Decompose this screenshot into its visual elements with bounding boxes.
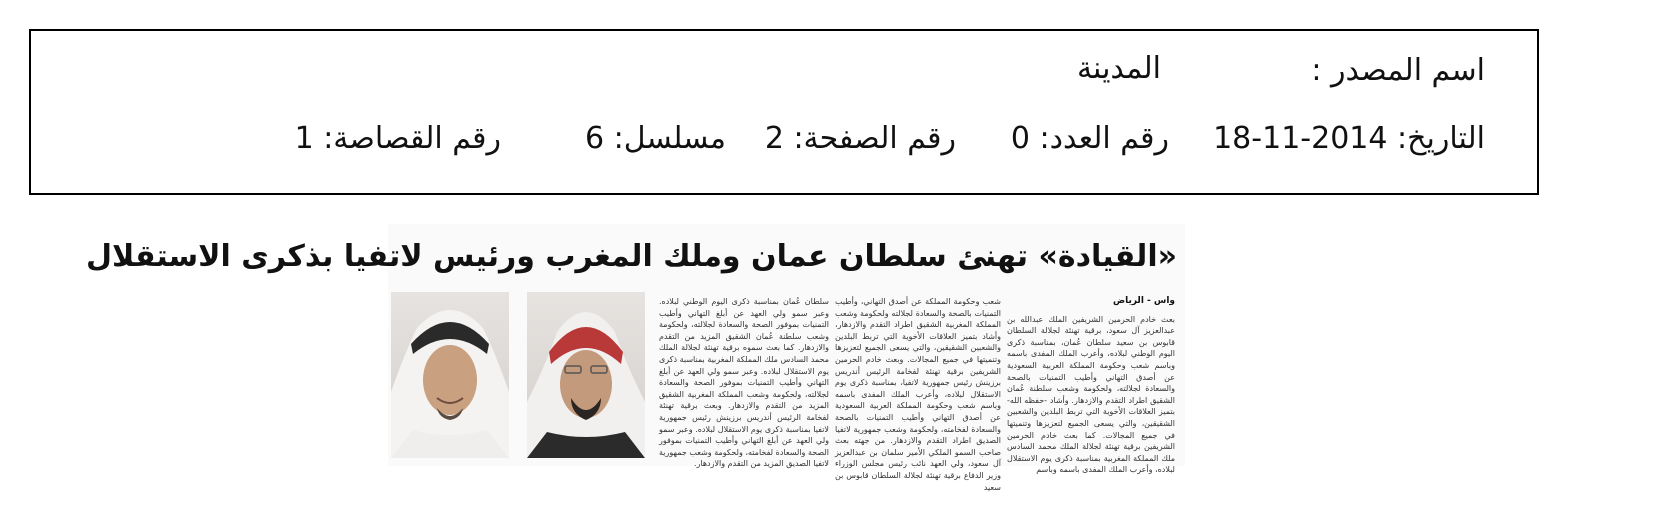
portrait-photo-king [527, 292, 645, 458]
article-column-middle-text: شعب وحكومة المملكة عن أصدق التهاني، وأطيب التمنيات بالصحة والسعادة لجلالته ولحكومة وشعب المملكة المغربية الشقيق اطراد التقدم والازدهار، وأشاد بتميز العلاقات الأخوية التي تربط البلدين والشعبين الشقيقين، والتي يسعى الجميع لتعزيزها وتنميتها في جميع المجالات. وبعث خادم الحرمين الشريفين برقية تهنئة لفخامة الرئيس أندريس برزينش رئيس جمهورية لاتفيا، بمناسبة ذكرى يوم الاستقلال لبلاده، وأعرب الملك المفدى باسمه وباسم شعب وحكومة المملكة العربية السعودية عن أصدق التهاني وأطيب التمنيات بالصحة والسعادة لفخامته، ولحكومة وشعب جمهورية لاتفيا الصديق اطراد التقدم والازدهار. من جهته بعث صاحب السمو الملكي الأمير سلمان بن عبدالعزيز آل سعود، ولي العهد نائب رئيس مجلس الوزراء وزير الدفاع برقية تهنئة لجلالة السلطان قابوس بن سعيد [835, 297, 1001, 492]
article-column-middle [835, 296, 1001, 493]
article-column-left-text: سلطان عُمان بمناسبة ذكرى اليوم الوطني لبلاده. وعبر سمو ولي العهد عن أبلغ التهاني وأطيب التمنيات بموفور الصحة والسعادة لجلالته، ولحكومة وشعب سلطنة عُمان الشقيق المزيد من التقدم والازدهار. كما بعث سموه برقية تهنئة لجلالة الملك محمد السادس ملك المملكة المغربية بمناسبة ذكرى يوم الاستقلال لبلاده. وعبر سمو ولي العهد عن أبلغ التهاني وأطيب التمنيات بموفور الصحة والسعادة لجلالته، ولحكومة وشعب المملكة المغربية الشقيق المزيد من التقدم والازدهار. وبعث برقية تهنئة لفخامة الرئيس أندريس برزينش رئيس جمهورية لاتفيا بمناسبة ذكرى يوم الاستقلال لبلاده. وعبر سمو ولي العهد عن أبلغ التهاني وأطيب التمنيات بموفور الصحة والسعادة لفخامته، ولحكومة وشعب جمهورية لاتفيا الصديق المزيد من التقدم والازدهار. [659, 297, 829, 469]
page-number-field: رقم الصفحة: 2 [764, 121, 956, 156]
article-headline: «القيادة» تهنئ سلطان عمان وملك المغرب ورئيس لاتفيا بذكرى الاستقلال [86, 239, 1177, 274]
date-field: التاريخ: 2014-11-18 [1213, 121, 1485, 156]
newspaper-clipping [86, 224, 1185, 492]
source-label: اسم المصدر : [1311, 53, 1485, 88]
issue-number-field: رقم العدد: 0 [1010, 121, 1169, 156]
source-info-box [29, 29, 1539, 195]
article-column-right [1007, 296, 1175, 476]
article-column-right-text: بعث خادم الحرمين الشريفين الملك عبدالله بن عبدالعزيز آل سعود، برقية تهنئة لجلالة السلطان قابوس بن سعيد سلطان عُمان، بمناسبة ذكرى اليوم الوطني لبلاده، وأعرب الملك المفدى باسمه وباسم شعب وحكومة المملكة العربية السعودية عن أصدق التهاني وأطيب التمنيات بالصحة والسعادة لجلالته، ولحكومة وشعب سلطنة عُمان الشقيق اطراد التقدم والازدهار. وأشاد -حفظه الله- بتميز العلاقات الأخوية التي تربط البلدين والشعبين الشقيقين، والتي يسعى الجميع لتعزيزها وتنميتها في جميع المجالات. كما بعث خادم الحرمين الشريفين برقية تهنئة لجلالة الملك محمد السادس ملك المملكة المغربية بمناسبة ذكرى يوم الاستقلال لبلاده، وأعرب الملك المفدى باسمه وباسم [1007, 314, 1175, 475]
article-column-left [659, 296, 829, 470]
article-dateline: واس - الرياض [1112, 296, 1175, 306]
clip-number-field: رقم القصاصة: 1 [294, 121, 501, 156]
source-value: المدينة [1076, 51, 1161, 86]
portrait-photo-crown-prince [391, 292, 509, 458]
serial-field: مسلسل: 6 [585, 121, 726, 156]
